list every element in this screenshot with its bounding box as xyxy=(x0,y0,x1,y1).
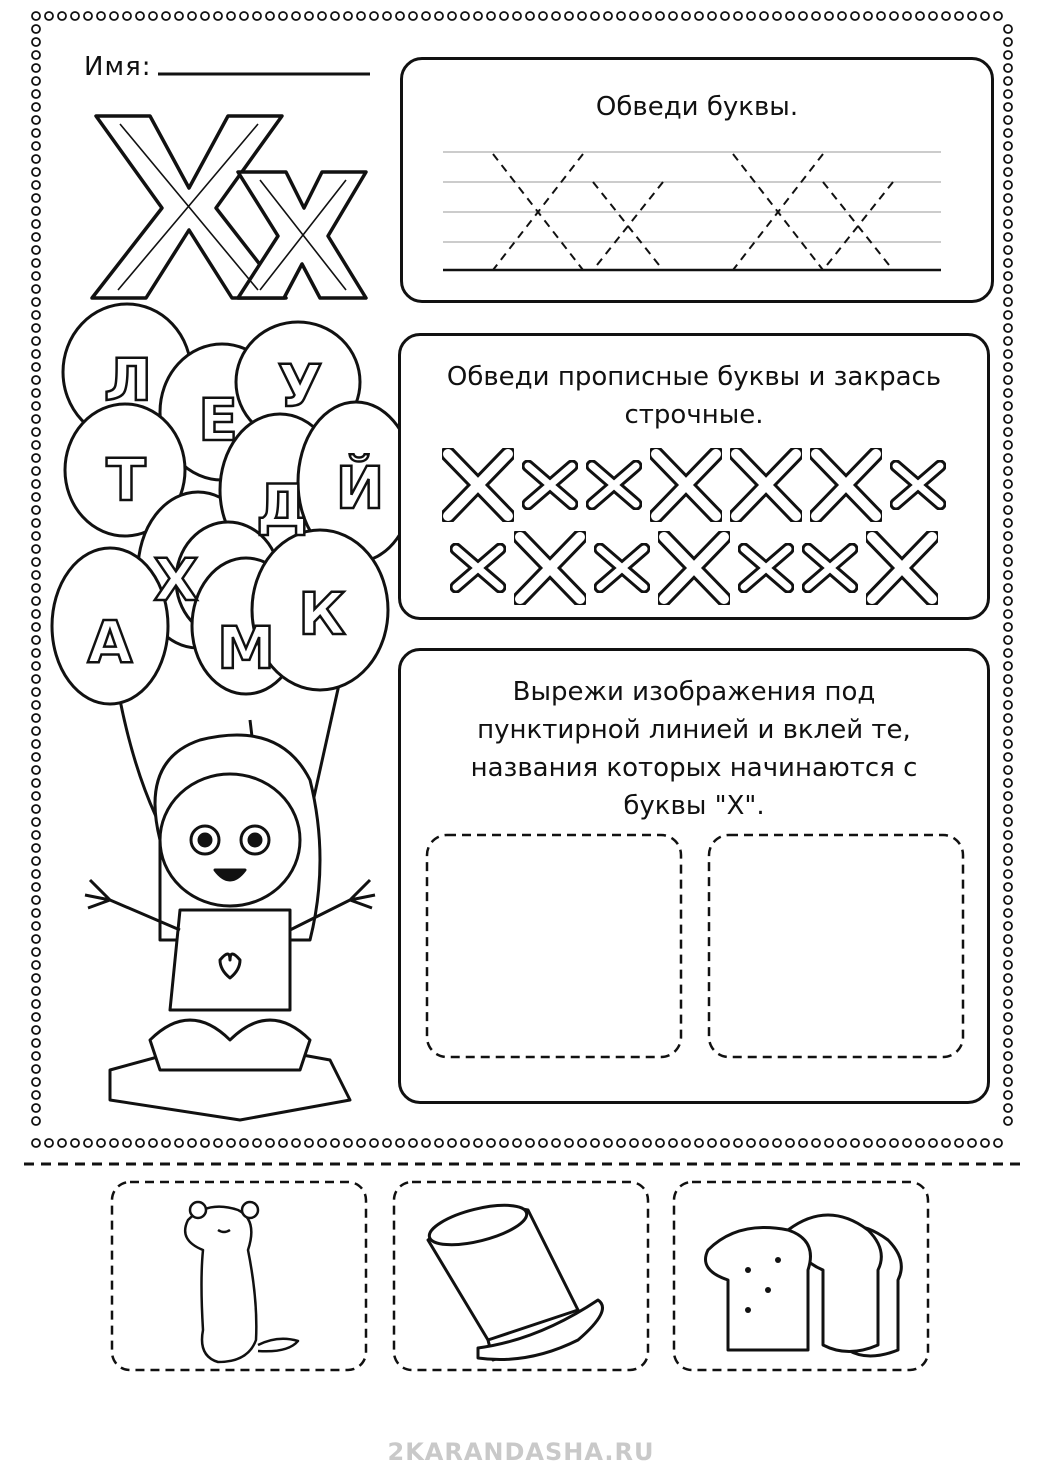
balloon-letter: М xyxy=(217,614,275,682)
girl-with-balloons-illustration xyxy=(50,300,400,1130)
uppercase-x-glyph[interactable] xyxy=(658,531,730,605)
name-line[interactable] xyxy=(158,70,372,78)
balloon-letter: А xyxy=(87,608,133,676)
uppercase-x-glyph[interactable] xyxy=(730,448,802,522)
balloon-letter: Л xyxy=(103,346,153,414)
lowercase-x-glyph[interactable] xyxy=(586,460,642,510)
cut-and-paste-panel xyxy=(398,648,990,1104)
balloon-letter: Х xyxy=(153,546,199,614)
cutout-row xyxy=(108,1180,938,1375)
cut-and-paste-title: Вырежи изображения под пунктирной линией и вклей те, названия которых начинаются с буквы "Х". xyxy=(470,677,918,821)
watermark: 2KARANDASHA.RU xyxy=(387,1438,655,1466)
paste-slots xyxy=(423,831,968,1063)
color-letters-panel xyxy=(398,333,990,620)
trace-letters-panel xyxy=(400,57,994,303)
balloon-letter: Д xyxy=(256,472,308,540)
balloon-letter: Т xyxy=(106,446,146,514)
uppercase-x-glyph[interactable] xyxy=(442,448,514,522)
name-label: Имя: xyxy=(84,52,152,82)
hamster-icon xyxy=(185,1202,298,1362)
uppercase-x-glyph[interactable] xyxy=(810,448,882,522)
letters-row-1 xyxy=(401,448,987,522)
lowercase-x-glyph[interactable] xyxy=(594,543,650,593)
uppercase-x-glyph[interactable] xyxy=(514,531,586,605)
big-letter-x xyxy=(88,108,368,308)
paste-slot-1[interactable] xyxy=(427,835,681,1057)
lowercase-x-glyph[interactable] xyxy=(738,543,794,593)
balloon-letter: Й xyxy=(335,454,385,522)
balloon-letter: У xyxy=(277,352,323,420)
bread-icon xyxy=(706,1215,902,1356)
color-letters-title: Обведи прописные буквы и закрась строчные. xyxy=(446,362,942,430)
uppercase-x-glyph[interactable] xyxy=(866,531,938,605)
paste-slot-2[interactable] xyxy=(709,835,963,1057)
tracing-lines[interactable] xyxy=(443,146,943,276)
lowercase-x-glyph[interactable] xyxy=(450,543,506,593)
balloon-letter: К xyxy=(298,580,346,648)
lowercase-x-glyph[interactable] xyxy=(802,543,858,593)
lowercase-x-glyph[interactable] xyxy=(890,460,946,510)
balloon-letter: Е xyxy=(198,386,238,454)
trace-letters-title: Обведи буквы. xyxy=(595,92,799,122)
lowercase-x-glyph[interactable] xyxy=(522,460,578,510)
top-hat-icon xyxy=(426,1197,603,1360)
uppercase-x-glyph[interactable] xyxy=(650,448,722,522)
letters-row-2 xyxy=(401,531,987,605)
